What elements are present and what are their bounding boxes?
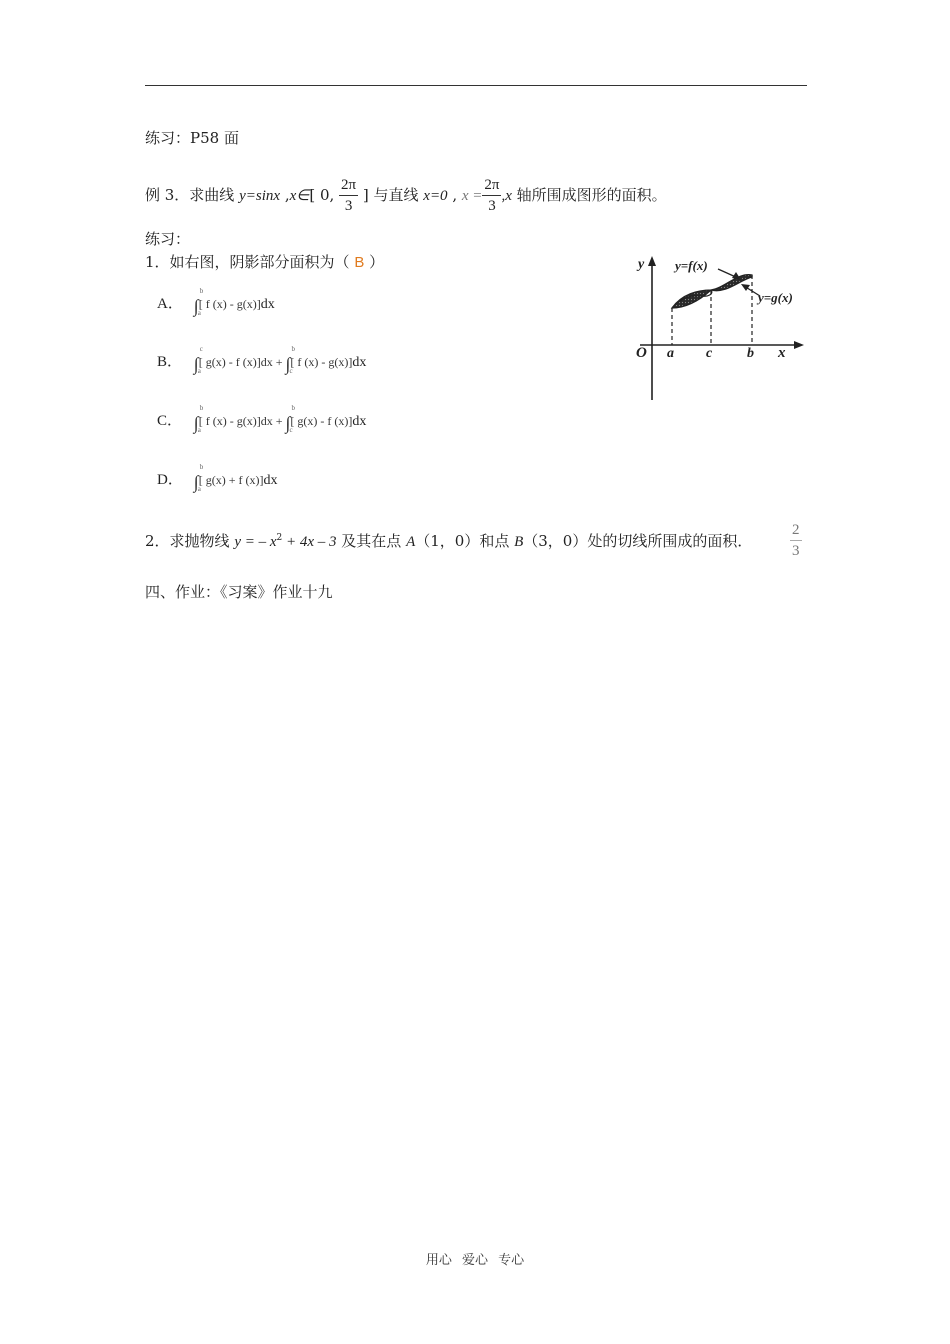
example-3-func: y=sinx: [239, 188, 281, 204]
example-3-open: [ 0,: [309, 186, 340, 204]
option-d: [157, 463, 278, 493]
integral-symbol: ∫ b a: [193, 463, 204, 493]
question-2-a-coords: （1，0）和点: [415, 532, 515, 550]
option-letter: C．: [157, 413, 183, 429]
integral-symbol: ∫ b a: [193, 404, 204, 434]
differential: dx: [260, 297, 275, 312]
integrand-2: [ f (x) - g(x)]: [290, 355, 353, 369]
question-1-close: ）: [364, 253, 385, 271]
example-3-comma2: ,: [447, 186, 462, 204]
example-3-line1: x=0: [423, 188, 448, 204]
example-3-fraction-2: [482, 178, 501, 214]
page-footer: 用心 爱心 专心: [425, 1253, 525, 1268]
example-3-suffix: 轴所围成图形的面积。: [511, 186, 667, 204]
option-d-formula: [193, 463, 278, 493]
y-axis-arrow: [648, 256, 656, 266]
y-axis-label: y: [638, 257, 645, 272]
example-3: [145, 178, 667, 214]
area-figure-svg: [630, 250, 810, 405]
tick-label-c: c: [706, 346, 713, 361]
differential: dx: [352, 414, 367, 429]
option-b: [157, 345, 367, 375]
differential: dx: [352, 355, 367, 370]
answer-numerator: 2: [790, 523, 802, 541]
answer-denominator: 3: [792, 543, 800, 559]
g-curve-label: y=g(x): [758, 290, 793, 305]
example-3-x-eq: x =: [461, 188, 483, 204]
fraction-denominator: 3: [344, 198, 353, 214]
integral-symbol: ∫ c a: [193, 345, 203, 375]
option-c-formula: [193, 404, 367, 434]
f-curve-label: y=f(x): [675, 258, 708, 273]
option-letter: D．: [157, 472, 183, 488]
practice-label: 练习：: [145, 230, 191, 248]
integral-symbol: ∫ b c: [285, 345, 295, 375]
option-a: [157, 287, 275, 317]
option-a-formula: [193, 287, 275, 317]
example-3-close: ]: [358, 186, 369, 204]
fraction-numerator: 2π: [339, 178, 358, 196]
option-letter: A．: [157, 296, 183, 312]
practice-ref: 练习：P58 面: [145, 129, 239, 147]
question-2-eq: y = – x: [234, 534, 277, 550]
question-2-point-a: A: [406, 534, 416, 550]
origin-label: O: [636, 345, 647, 361]
example-3-fraction: [339, 178, 358, 214]
integral-symbol: ∫ b c: [285, 404, 295, 434]
integrand-2: [ g(x) - f (x)]: [290, 414, 353, 428]
question-2: [145, 530, 752, 551]
homework: 四、作业：《习案》作业十九: [145, 583, 333, 601]
question-2-mid: 及其在点: [336, 532, 407, 550]
option-b-formula: [193, 345, 367, 375]
question-2-prefix: 2．求抛物线: [145, 532, 235, 550]
question-2-point-b: B: [514, 534, 524, 550]
x-axis-label: x: [778, 345, 786, 361]
question-1-text: 1．如右图，阴影部分面积为（: [145, 253, 355, 271]
x-axis-arrow: [794, 341, 804, 349]
question-1: [145, 251, 384, 272]
integrand-1: [ f (x) - g(x)]dx +: [198, 414, 286, 428]
example-3-var: x∈: [289, 188, 310, 204]
question-1-answer: B: [354, 254, 365, 271]
integrand: [ f (x) - g(x)]: [198, 297, 261, 311]
differential: dx: [263, 473, 278, 488]
header-rule: [145, 85, 807, 86]
example-3-mid: 与直线: [368, 186, 424, 204]
example-3-prefix: 例 3．求曲线: [145, 186, 240, 204]
example-3-comma1: ,: [280, 186, 290, 204]
option-letter: B．: [157, 354, 183, 370]
integrand-1: [ g(x) - f (x)]dx +: [198, 355, 286, 369]
g-leader-arrow: [741, 284, 750, 291]
integral-symbol: ∫ b a: [193, 287, 204, 317]
option-c: [157, 404, 367, 434]
area-figure: [630, 250, 810, 405]
tick-label-a: a: [667, 346, 674, 361]
fraction-numerator: 2π: [482, 178, 501, 196]
integrand: [ g(x) + f (x)]: [198, 473, 264, 487]
question-2-b-coords: （3，0）处的切线所围成的面积．: [523, 532, 753, 550]
question-2-eq-rest: + 4x – 3: [282, 534, 337, 550]
tick-label-b: b: [747, 346, 754, 361]
question-2-answer: [790, 523, 802, 559]
example-3-suffix-var: ,x: [501, 188, 512, 204]
question-2-exponent: 2: [276, 533, 283, 543]
fraction-denominator: 3: [488, 198, 496, 214]
